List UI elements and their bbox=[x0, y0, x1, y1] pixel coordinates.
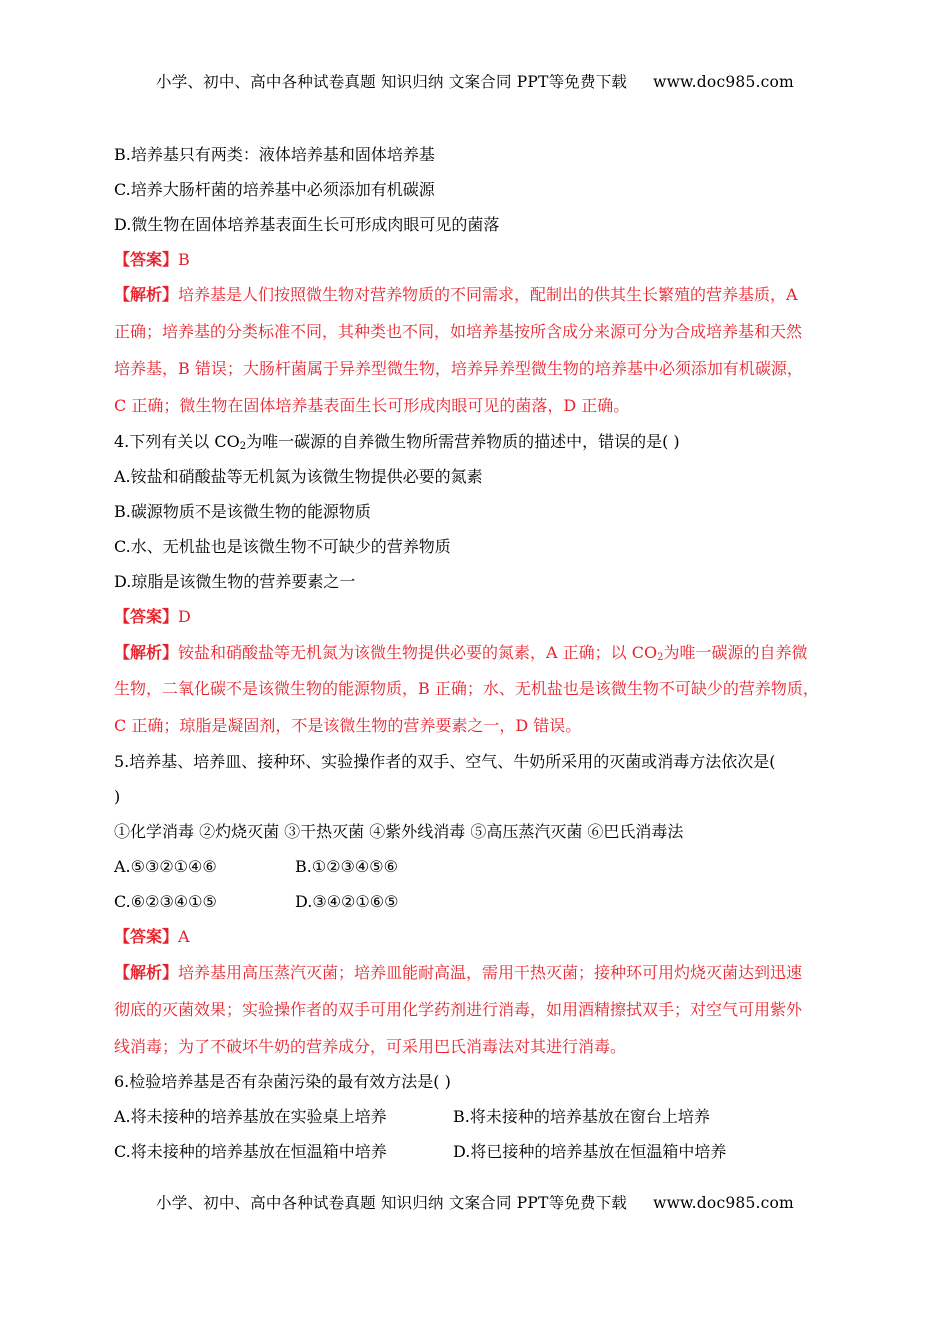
q5-analysis-line-1: 【解析】培养基用高压蒸汽灭菌；培养皿能耐高温，需用干热灭菌；接种环可用灼烧灭菌达到迅速 bbox=[114, 963, 803, 982]
q5-option-a: A.⑤③②①④⑥ bbox=[114, 857, 217, 876]
footer-text: 小学、初中、高中各种试卷真题 知识归纳 文案合同 PPT等免费下载 bbox=[156, 1194, 628, 1212]
analysis-tag: 【解析】 bbox=[114, 963, 179, 982]
q3-analysis-line-1: 【解析】培养基是人们按照微生物对营养物质的不同需求，配制出的供其生长繁殖的营养基质，A bbox=[114, 285, 798, 304]
answer-value: A bbox=[178, 927, 190, 946]
page-header bbox=[0, 70, 950, 92]
q5-option-d: D.③④②①⑥⑤ bbox=[295, 892, 399, 911]
q4-option-a: A.铵盐和硝酸盐等无机氮为该微生物提供必要的氮素 bbox=[114, 467, 483, 486]
header-text: 小学、初中、高中各种试卷真题 知识归纳 文案合同 PPT等免费下载 bbox=[156, 73, 628, 91]
footer-url[interactable]: www.doc985.com bbox=[653, 1194, 794, 1212]
q6-option-a: A.将未接种的培养基放在实验桌上培养 bbox=[114, 1107, 387, 1126]
q4-analysis-line-1: 【解析】铵盐和硝酸盐等无机氮为该微生物提供必要的氮素，A 正确；以 $CO_2$为唯一碳源的自养微 bbox=[114, 643, 808, 663]
q6-option-b: B.将未接种的培养基放在窗台上培养 bbox=[453, 1107, 710, 1126]
page-footer bbox=[0, 1191, 950, 1213]
header-url[interactable]: www.doc985.com bbox=[653, 73, 794, 91]
q6-option-d: D.将已接种的培养基放在恒温箱中培养 bbox=[453, 1142, 727, 1161]
q5-methods: ①化学消毒 ②灼烧灭菌 ③干热灭菌 ④紫外线消毒 ⑤高压蒸汽灭菌 ⑥巴氏消毒法 bbox=[114, 822, 684, 841]
q6-stem: 6.检验培养基是否有杂菌污染的最有效方法是( ) bbox=[114, 1072, 451, 1091]
q4-option-b: B.碳源物质不是该微生物的能源物质 bbox=[114, 502, 371, 521]
q5-analysis-line-3: 线消毒；为了不破坏牛奶的营养成分，可采用巴氏消毒法对其进行消毒。 bbox=[114, 1037, 627, 1056]
q5-analysis-line-2: 彻底的灭菌效果；实验操作者的双手可用化学药剂进行消毒，如用酒精擦拭双手；对空气可用紫外 bbox=[114, 1000, 803, 1019]
answer-value: D bbox=[178, 607, 191, 626]
q3-option-b: B.培养基只有两类：液体培养基和固体培养基 bbox=[114, 145, 435, 164]
q6-option-c: C.将未接种的培养基放在恒温箱中培养 bbox=[114, 1142, 387, 1161]
q5-stem-line-2: ) bbox=[114, 787, 121, 806]
q5-option-b: B.①②③④⑤⑥ bbox=[295, 857, 398, 876]
q5-option-c: C.⑥②③④①⑤ bbox=[114, 892, 217, 911]
q4-analysis-line-3: C 正确；琼脂是凝固剂，不是该微生物的营养要素之一，D 错误。 bbox=[114, 716, 582, 735]
q3-analysis-line-2: 正确；培养基的分类标准不同，其种类也不同，如培养基按所含成分来源可分为合成培养基和天然 bbox=[114, 322, 803, 341]
analysis-tag: 【解析】 bbox=[114, 643, 179, 662]
q3-analysis-line-3: 培养基，B 错误；大肠杆菌属于异养型微生物，培养异养型微生物的培养基中必须添加有机碳源， bbox=[114, 359, 803, 378]
q4-stem: 4.下列有关以 $CO_2$为唯一碳源的自养微生物所需营养物质的描述中，错误的是( ) bbox=[114, 432, 680, 452]
answer-tag: 【答案】 bbox=[114, 250, 179, 269]
q3-analysis-line-4: C 正确；微生物在固体培养基表面生长可形成肉眼可见的菌落，D 正确。 bbox=[114, 396, 630, 415]
q5-stem-line-1: 5.培养基、培养皿、接种环、实验操作者的双手、空气、牛奶所采用的灭菌或消毒方法依次是( bbox=[114, 752, 776, 771]
q3-option-c: C.培养大肠杆菌的培养基中必须添加有机碳源 bbox=[114, 180, 435, 199]
q4-option-c: C.水、无机盐也是该微生物不可缺少的营养物质 bbox=[114, 537, 451, 556]
q4-option-d: D.琼脂是该微生物的营养要素之一 bbox=[114, 572, 356, 591]
answer-tag: 【答案】 bbox=[114, 607, 179, 626]
q3-answer bbox=[114, 249, 190, 271]
analysis-tag: 【解析】 bbox=[114, 285, 179, 304]
q4-answer bbox=[114, 606, 191, 628]
q3-option-d: D.微生物在固体培养基表面生长可形成肉眼可见的菌落 bbox=[114, 215, 500, 234]
q5-answer bbox=[114, 926, 190, 948]
q4-analysis-line-2: 生物，二氧化碳不是该微生物的能源物质，B 正确；水、无机盐也是该微生物不可缺少的营养物质， bbox=[114, 679, 819, 698]
answer-value: B bbox=[178, 250, 190, 269]
answer-tag: 【答案】 bbox=[114, 927, 179, 946]
